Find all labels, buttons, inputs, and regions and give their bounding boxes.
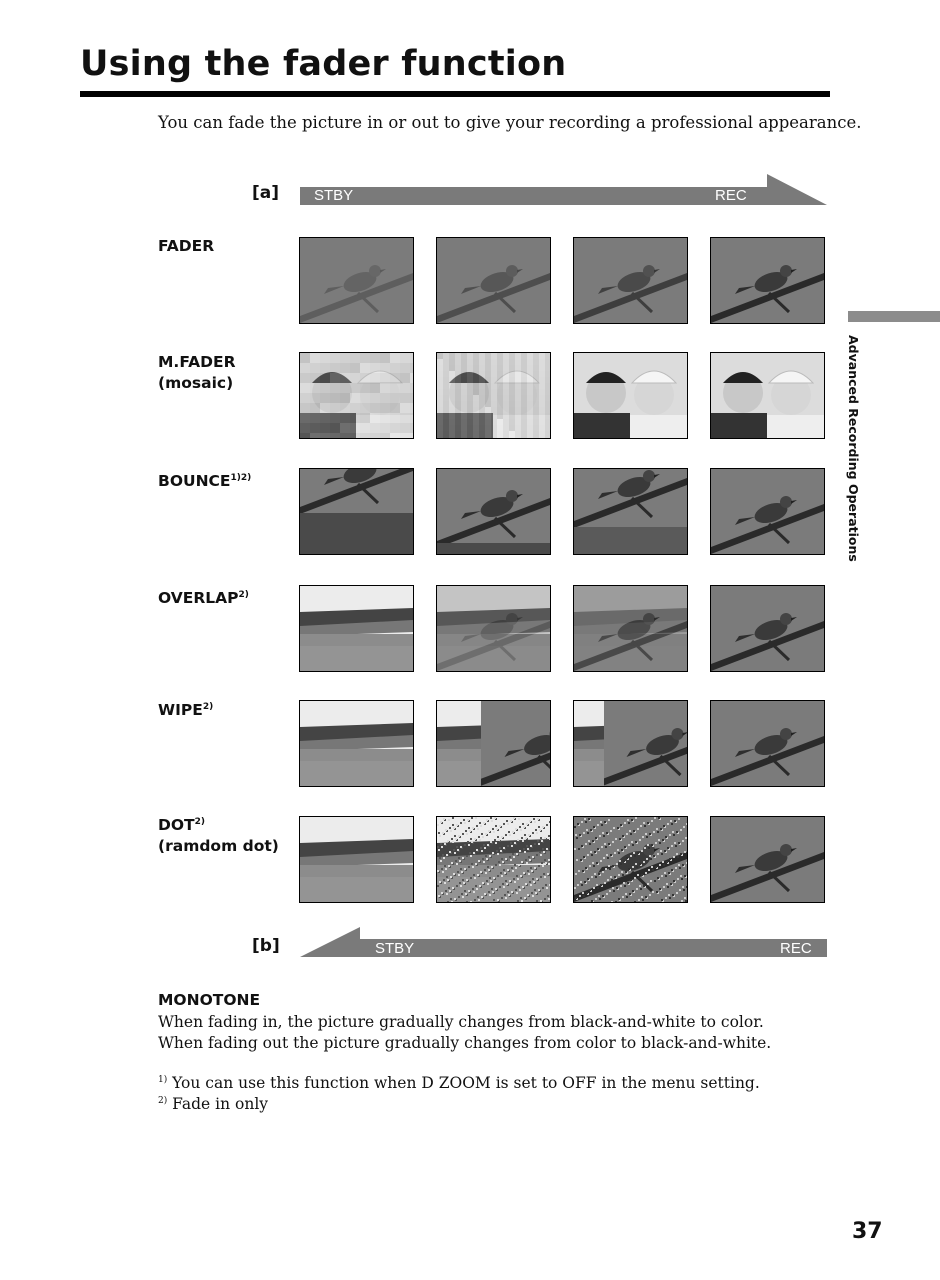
wipe-example-image-2 [436, 700, 551, 787]
overlap-example-image-3 [573, 585, 688, 672]
row-footnote-mark: 1)2) [230, 473, 252, 483]
footnote-mark: 2) [158, 1096, 168, 1106]
row-label-overlap [158, 585, 249, 609]
row-label-wipe [158, 697, 213, 721]
row-sublabel-text: (ramdom dot) [158, 837, 279, 855]
mfader-example-image-4 [710, 352, 825, 439]
title-rule [80, 91, 830, 97]
dot-example-image-2 [436, 816, 551, 903]
footnote-2 [158, 1095, 268, 1113]
page-number: 37 [852, 1219, 883, 1244]
row-label-text: OVERLAP [158, 589, 239, 607]
row-label-bounce [158, 468, 251, 492]
row-label-text: DOT [158, 816, 195, 834]
overlap-example-image-1 [299, 585, 414, 672]
monotone-line-2: When fading out the picture gradually changes from color to black-and-white. [158, 1034, 772, 1052]
fader-example-image-2 [436, 237, 551, 324]
arrow-a-label: [a] [252, 183, 280, 203]
footnote-mark: 1) [158, 1075, 168, 1085]
dot-example-image-4 [710, 816, 825, 903]
wipe-example-image-1 [299, 700, 414, 787]
arrow-a-start: STBY [314, 187, 354, 204]
bounce-example-image-4 [710, 468, 825, 555]
wipe-example-image-3 [573, 700, 688, 787]
row-label-mfader [158, 352, 236, 394]
fader-example-image-3 [573, 237, 688, 324]
fader-example-image-1 [299, 237, 414, 324]
arrow-b-label: [b] [252, 936, 280, 956]
footnote-1 [158, 1074, 760, 1092]
side-tab-bar [848, 311, 940, 322]
arrow-a-icon [300, 174, 828, 206]
monotone-heading: MONOTONE [158, 991, 261, 1009]
side-tab-label: Advanced Recording Operations [846, 335, 861, 562]
wipe-example-image-4 [710, 700, 825, 787]
mfader-example-image-3 [573, 352, 688, 439]
row-label-dot [158, 812, 279, 857]
bounce-example-image-3 [573, 468, 688, 555]
row-footnote-mark: 2) [238, 590, 249, 600]
arrow-b-start: STBY [375, 940, 415, 957]
bounce-example-image-1 [299, 468, 414, 555]
overlap-example-image-2 [436, 585, 551, 672]
row-footnote-mark: 2) [194, 817, 206, 827]
dot-example-image-1 [299, 816, 414, 903]
fader-example-image-4 [710, 237, 825, 324]
overlap-example-image-4 [710, 585, 825, 672]
row-label-text: BOUNCE [158, 472, 231, 490]
row-footnote-mark: 2) [202, 702, 214, 712]
page-title: Using the fader function [80, 44, 567, 84]
arrow-b-end: REC [780, 940, 812, 957]
row-sublabel-text: (mosaic) [158, 374, 234, 392]
dot-example-image-3 [573, 816, 688, 903]
arrow-a-end: REC [715, 187, 747, 204]
bounce-example-image-2 [436, 468, 551, 555]
footnote-text: You can use this function when D ZOOM is set to OFF in the menu setting. [167, 1074, 760, 1092]
mfader-example-image-2 [436, 352, 551, 439]
row-label-fader [158, 236, 214, 257]
monotone-line-1: When fading in, the picture gradually changes from black-and-white to color. [158, 1013, 764, 1031]
footnote-text: Fade in only [167, 1095, 269, 1113]
intro-text: You can fade the picture in or out to give your recording a professional appearance. [158, 113, 862, 132]
row-label-text: M.FADER [158, 353, 236, 371]
row-label-text: FADER [158, 237, 215, 255]
mfader-example-image-1 [299, 352, 414, 439]
row-label-text: WIPE [158, 701, 203, 719]
